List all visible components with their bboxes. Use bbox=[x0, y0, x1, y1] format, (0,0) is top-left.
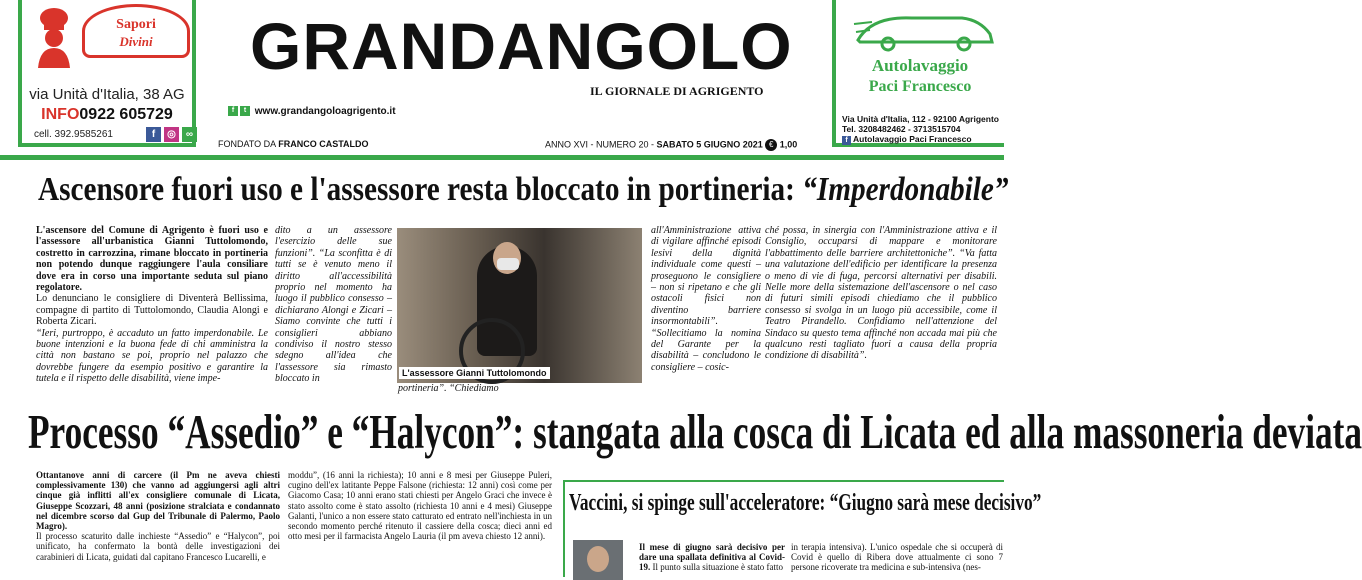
website-line[interactable] bbox=[228, 106, 396, 117]
autolavaggio-name: Paci Francesco bbox=[868, 78, 972, 95]
article3-photo bbox=[573, 540, 623, 580]
ad-autolavaggio[interactable] bbox=[832, 0, 1004, 147]
article1-col3: all'Amministrazione attiva di vigilare affinché episodi lesivi della dignità individuale come questi – proseguono le consigliere – non si ripetano e che gli ostacoli fisici non diventino barriere insormontabili”. “Sollecitiamo la nomina del Garante per la disabilità – concludono le consigliere – cosic- bbox=[651, 225, 761, 373]
autolavaggio-info bbox=[842, 114, 999, 145]
issue-price: 1,00 bbox=[779, 139, 798, 150]
car-wash-icon bbox=[852, 4, 998, 52]
tripadvisor-icon[interactable]: ∞ bbox=[182, 127, 197, 142]
article1-col1-text: Lo denunciano le consigliere di Diventerà Bellissima, compagne di partito di Tuttolomondo, Claudia Alongi e Roberta Zicari. bbox=[36, 293, 268, 328]
facebook-small-icon: f bbox=[228, 106, 238, 116]
article3-col2: in terapia intensiva). L'unico ospedale che si occuperà di Covid è quello di Ribera dove attualmente ci sono 7 persone ricoverate tra medicina e sub-intensiva (nes- bbox=[791, 542, 1003, 573]
autolavaggio-facebook-label: Autolavaggio Paci Francesco bbox=[853, 134, 972, 144]
article1-lead: L'ascensore del Comune di Agrigento è fuori uso e l'assessore all'urbanistica Gianni Tuttolomondo, costretto in carrozzina, rimane bloccato in portineria non potendo dunque raggiungere l'aula consiliare dove era in corso una importante seduta sul piano regolatore. bbox=[36, 225, 268, 294]
article2-lead: Ottantanove anni di carcere (il Pm ne aveva chiesti complessivamente 130) che vanno ad aggiungersi agli altri cinque già inflitti all'ex consigliere comunale di Licata, Giuseppe Scozzari, 48 anni (posizione stralciata e condannato nel dicembre scorso dal Gup del Tribunale di Palermo, Paolo Magro). bbox=[36, 470, 280, 532]
article1-col1 bbox=[36, 225, 268, 395]
founder-name: FRANCO CASTALDO bbox=[278, 139, 369, 149]
article1-headline-main: Ascensore fuori uso e l'assessore resta bloccato in portineria: bbox=[38, 171, 795, 208]
facebook-icon[interactable]: f bbox=[146, 127, 161, 142]
chef-icon bbox=[30, 6, 78, 68]
instagram-icon[interactable]: ◎ bbox=[164, 127, 179, 142]
divider-top bbox=[0, 155, 1004, 160]
masthead bbox=[250, 6, 810, 98]
article1-col2: dito a un assessore l'esercizio delle sue funzioni”. “La sconfitta è di tutti se è venuto meno il diritto all'accessibilità proprio nel momento ha luogo il pubblico consesso – dichiarano Alongi e Zicari – Siamo convinte che tutti i consiglieri abbiano condiviso il nostro stesso sdegno all'idea che l'assessore sia rimasto bloccato in bbox=[275, 225, 392, 385]
newspaper-title: GRANDANGOLO bbox=[250, 9, 793, 83]
sapori-divini-logo bbox=[82, 4, 190, 58]
autolavaggio-phones: Tel. 3208482462 - 3713515704 bbox=[842, 124, 961, 134]
info-label: INFO bbox=[41, 106, 80, 123]
newspaper-tagline: IL GIORNALE DI AGRIGENTO bbox=[590, 84, 764, 98]
article3-lead: Il mese di giugno sarà decisivo per dare una spallata definitiva al Covid-19. bbox=[639, 542, 785, 573]
article3-col1 bbox=[639, 542, 785, 579]
ad-phone bbox=[22, 106, 192, 124]
twitter-small-icon: t bbox=[240, 106, 250, 116]
ad-address: via Unità d'Italia, 38 AG bbox=[29, 86, 185, 103]
article1-col1-quote: “Ieri, purtroppo, è accaduto un fatto imperdonabile. Le buone intenzioni e la buona fede di chi amministra la città non bastano se poi, proprio nel palazzo che dovrebbe fungere da esempio positivo e garantire la tutela e il rispetto delle disabilità, viene impe- bbox=[36, 327, 268, 385]
autolavaggio-address: Via Unità d'Italia, 112 - 92100 Agrigento bbox=[842, 114, 999, 124]
ad-cell: cell. 392.9585261 bbox=[34, 129, 113, 140]
logo-line1: Sapori bbox=[116, 17, 156, 32]
article2-col1 bbox=[36, 470, 280, 577]
photo-caption: L'assessore Gianni Tuttolomondo bbox=[399, 367, 550, 379]
article1-headline[interactable] bbox=[38, 170, 1009, 210]
article3-col1-text: Il punto sulla situazione è stato fatto bbox=[652, 562, 783, 573]
article3-photo-face bbox=[587, 546, 609, 572]
article2-col2: moddu”, (16 anni la richiesta); 10 anni e 8 mesi per Giuseppe Puleri, cugino dell'ex latitante Peppe Falsone (richiesta: 12 anni) così come per Giacomo Casa; 10 anni erano stati chiesti per Angelo Graci che invece è stato assolto come è stato assolto (richiesta 10 anni e 4 mesi) Giuseppe Galanti, l'unico a non essere stato catturato ed entrato nell'inchiesta in un secondo momento perché ritenuto il cassiere della cosca; dieci anni ed otto mesi per il farmacista Angelo Lauria (il pm aveva chiesto 12 anni). bbox=[288, 470, 552, 542]
logo-line2: Divini bbox=[119, 34, 153, 49]
issue-date: SABATO 5 GIUGNO 2021 bbox=[656, 139, 763, 150]
facebook-icon: f bbox=[842, 136, 851, 145]
article3-box[interactable] bbox=[563, 480, 1042, 577]
autolavaggio-title: Autolavaggio bbox=[871, 56, 969, 75]
founded-prefix: FONDATO DA bbox=[218, 139, 276, 149]
ad-sapori-divini[interactable] bbox=[18, 0, 196, 147]
article1-photo[interactable] bbox=[397, 228, 642, 383]
article1-photo-strip: portineria”. “Chiediamo bbox=[398, 383, 499, 394]
info-phone: 0922 605729 bbox=[79, 106, 173, 123]
autolavaggio-facebook[interactable] bbox=[842, 134, 999, 145]
photo-mask bbox=[497, 258, 519, 270]
euro-icon: € bbox=[765, 139, 777, 151]
website-link[interactable]: www.grandangoloagrigento.it bbox=[254, 106, 396, 117]
article2-col1-text: Il processo scaturito dalle inchieste “Assedio” e “Halycon”, poi unificato, ha confermato la bontà delle investigazioni dei carabinieri di Licata, guidati dal capitano Francesco Lucarelli, e bbox=[36, 531, 280, 562]
issue-line bbox=[545, 139, 797, 151]
founded-line bbox=[218, 139, 369, 149]
article1-headline-quote: “Imperdonabile” bbox=[802, 171, 1009, 208]
issue-info: ANNO XVI - NUMERO 20 - bbox=[545, 139, 655, 150]
article2-headline[interactable]: Processo “Assedio” e “Halycon”: stangata alla cosca di Licata ed alla massoneria deviata bbox=[28, 404, 1362, 459]
article1-col4: ché possa, in sinergia con l'Amministrazione attiva e il Consiglio, occuparsi di mappare e monitorare l'abbattimento delle barriere architettoniche”. “Va fatta una valutazione dell'edificio per identificare la presenza o meno di vie di fuga, percorsi alternativi per disabili. Nelle more della sistemazione dell'ascensore o nel caso di futuri simili episodi chiediamo che il pubblico consesso si svolga in un luogo più accessibile, come il Teatro Pirandello. Confidiamo nell'attenzione del Sindaco su questo tema affinché non accada mai più che qualcuno resti tagliato fuori a causa della propria condizione di disabilità”. bbox=[765, 225, 997, 362]
article3-headline: Vaccini, si spinge sull'acceleratore: “Giugno sarà mese decisivo” bbox=[569, 490, 1042, 516]
